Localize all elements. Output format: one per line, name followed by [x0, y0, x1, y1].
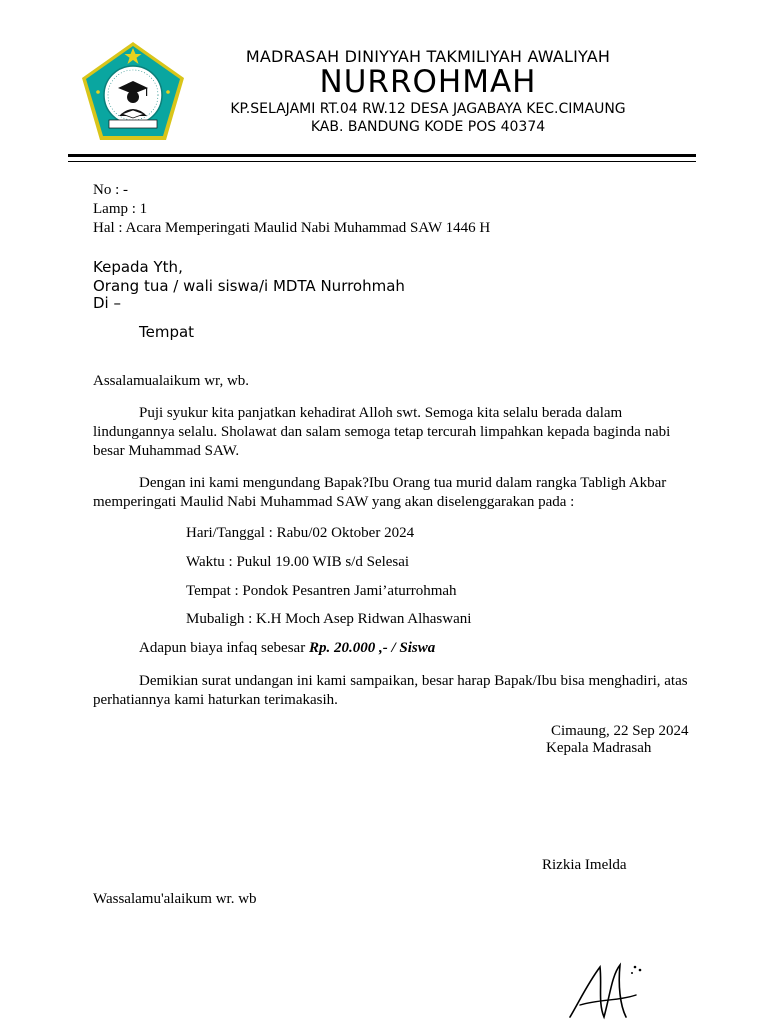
place-date: Cimaung, 22 Sep 2024 — [551, 723, 689, 739]
logo-ribbon — [109, 120, 157, 128]
detail-place: Tempat : Pondok Pesantren Jami’aturrohmah — [186, 583, 457, 599]
header-divider-thick — [68, 154, 696, 157]
paragraph-invitation-text: Dengan ini kami mengundang Bapak?Ibu Orang tua murid dalam rangka Tabligh Akbar memperingati Maulid Nabi Muhammad SAW yang akan diselenggarakan pada : — [93, 475, 667, 510]
address-line-1: KP.SELAJAMI RT.04 RW.12 DESA JAGABAYA KEC.CIMAUNG — [230, 101, 626, 117]
logo-dot-right — [166, 90, 170, 94]
letter-number: No : - — [93, 182, 128, 198]
paragraph-opening — [93, 404, 693, 461]
closing-salutation: Wassalamu'alaikum wr. wb — [93, 891, 257, 907]
recipient-salutation: Kepada Yth, — [93, 258, 183, 276]
detail-speaker: Mubaligh : K.H Moch Asep Ridwan Alhaswani — [186, 611, 472, 627]
letter-attachment: Lamp : 1 — [93, 201, 148, 217]
signer-name: Rizkia Imelda — [542, 857, 627, 873]
letter-subject: Hal : Acara Memperingati Maulid Nabi Muhammad SAW 1446 H — [93, 220, 491, 236]
recipient-di: Di – — [93, 294, 121, 312]
logo-dot-left — [96, 90, 100, 94]
school-logo — [78, 40, 188, 144]
greeting: Assalamualaikum wr, wb. — [93, 373, 250, 389]
paragraph-closing-text: Demikian surat undangan ini kami sampaikan, besar harap Bapak/Ibu bisa menghadiri, atas perhatiannya kami haturkan terimakasih. — [93, 673, 688, 708]
handwritten-signature — [560, 955, 660, 1024]
signer-position: Kepala Madrasah — [546, 740, 652, 756]
infaq-prefix: Adapun biaya infaq sebesar — [139, 640, 309, 656]
recipient-name: Orang tua / wali siswa/i MDTA Nurrohmah — [93, 277, 405, 295]
infaq-amount: Rp. 20.000 ,- / Siswa — [308, 640, 436, 656]
detail-date: Hari/Tanggal : Rabu/02 Oktober 2024 — [186, 525, 415, 541]
paragraph-closing — [93, 672, 693, 710]
detail-time: Waktu : Pukul 19.00 WIB s/d Selesai — [186, 554, 410, 570]
paragraph-opening-text: Puji syukur kita panjatkan kehadirat Alloh swt. Semoga kita selalu berada dalam lindungannya selalu. Sholawat dan salam semoga tetap tercurah limpahkan kepada baginda nabi besar Muhammad SAW. — [93, 405, 671, 459]
school-type: MADRASAH DINIYYAH TAKMILIYAH AWALIYAH — [245, 47, 611, 66]
infaq-line — [139, 640, 435, 657]
header-divider-thin — [68, 161, 696, 162]
address-line-2: KAB. BANDUNG KODE POS 40374 — [310, 119, 546, 135]
paragraph-invitation — [93, 474, 693, 512]
school-name: NURROHMAH — [319, 64, 537, 100]
recipient-place: Tempat — [139, 323, 195, 341]
